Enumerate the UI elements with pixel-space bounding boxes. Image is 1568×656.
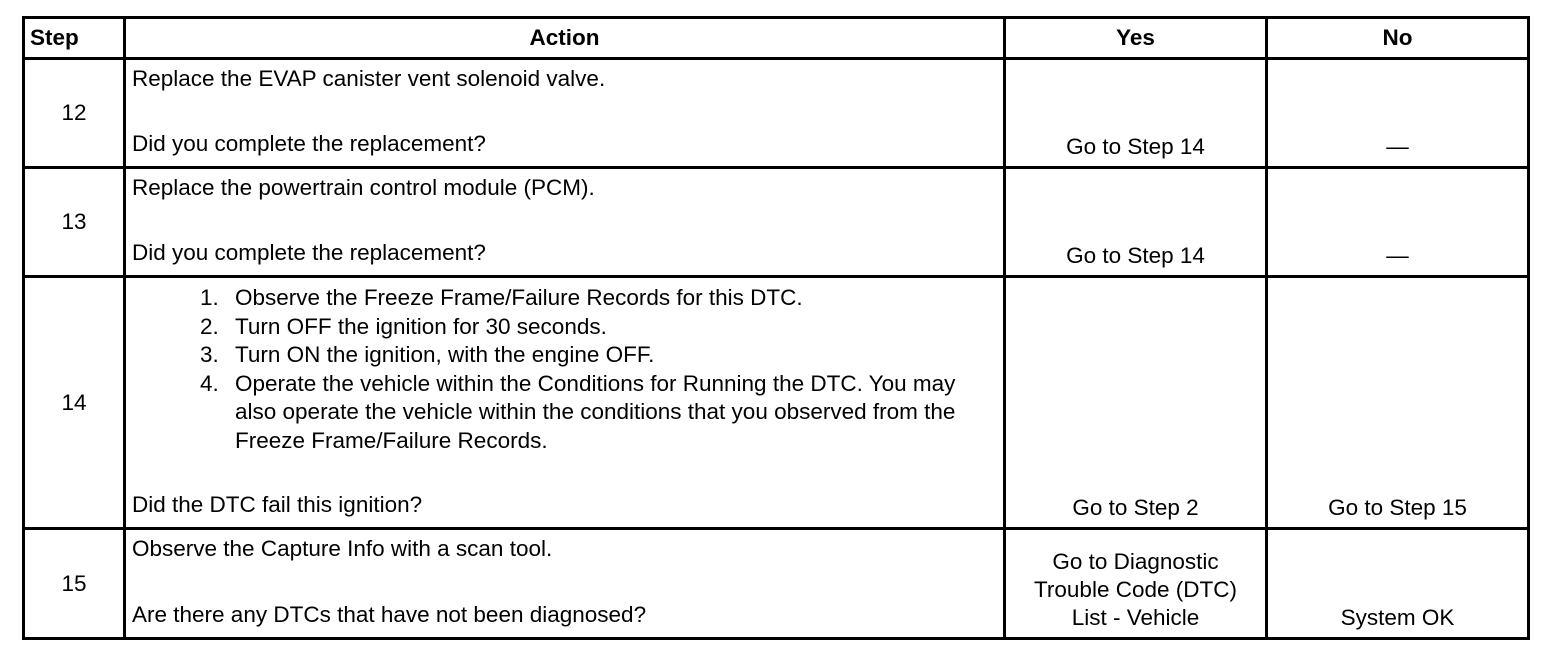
step-number: 13 xyxy=(24,168,125,277)
list-item-text: Operate the vehicle within the Conditions for Running the DTC. You may also operate the vehicle within the conditions that you observed from the Freeze Frame/Failure Records. xyxy=(235,370,956,453)
no-cell: — xyxy=(1267,168,1529,277)
action-cell xyxy=(125,168,1005,277)
action-text: Observe the Capture Info with a scan tool. xyxy=(132,536,553,561)
header-yes: Yes xyxy=(1005,18,1267,59)
action-question: Are there any DTCs that have not been diagnosed? xyxy=(132,602,647,627)
list-item xyxy=(132,284,992,313)
table-row xyxy=(24,529,1529,639)
action-cell xyxy=(125,529,1005,639)
yes-line: Trouble Code (DTC) xyxy=(1034,577,1237,602)
no-cell: Go to Step 15 xyxy=(1267,277,1529,529)
list-item xyxy=(132,341,992,370)
no-cell: System OK xyxy=(1267,529,1529,639)
yes-cell xyxy=(1005,529,1267,639)
no-cell: — xyxy=(1267,59,1529,168)
step-number: 15 xyxy=(24,529,125,639)
list-item-number: 3. xyxy=(200,342,219,367)
diagnostic-table xyxy=(22,16,1530,640)
list-item-number: 1. xyxy=(200,285,219,310)
action-text: Replace the powertrain control module (PCM). xyxy=(132,175,595,200)
step-number: 12 xyxy=(24,59,125,168)
header-row xyxy=(24,18,1529,59)
table-row xyxy=(24,59,1529,168)
list-item-number: 2. xyxy=(200,313,219,339)
list-item-text: Observe the Freeze Frame/Failure Records for this DTC. xyxy=(235,285,803,310)
header-no: No xyxy=(1267,18,1529,59)
yes-cell: Go to Step 14 xyxy=(1005,59,1267,168)
action-question: Did you complete the replacement? xyxy=(132,131,486,156)
procedure-list xyxy=(132,284,992,455)
table-row xyxy=(24,168,1529,277)
yes-line: Go to Diagnostic xyxy=(1052,549,1219,574)
yes-line: List - Vehicle xyxy=(1071,605,1200,630)
list-item xyxy=(132,370,992,456)
action-question: Did the DTC fail this ignition? xyxy=(132,492,423,517)
step-number: 14 xyxy=(24,277,125,529)
action-cell xyxy=(125,59,1005,168)
action-question: Did you complete the replacement? xyxy=(132,240,486,265)
yes-cell: Go to Step 2 xyxy=(1005,277,1267,529)
list-item-text: Turn OFF the ignition for 30 seconds. xyxy=(235,313,607,339)
list-item xyxy=(132,313,992,342)
table-row xyxy=(24,277,1529,529)
header-action: Action xyxy=(125,18,1005,59)
header-step: Step xyxy=(24,18,125,59)
yes-cell: Go to Step 14 xyxy=(1005,168,1267,277)
list-item-number: 4. xyxy=(200,370,219,396)
action-text: Replace the EVAP canister vent solenoid valve. xyxy=(132,66,606,91)
action-cell xyxy=(125,277,1005,529)
list-item-text: Turn ON the ignition, with the engine OFF. xyxy=(235,342,655,367)
